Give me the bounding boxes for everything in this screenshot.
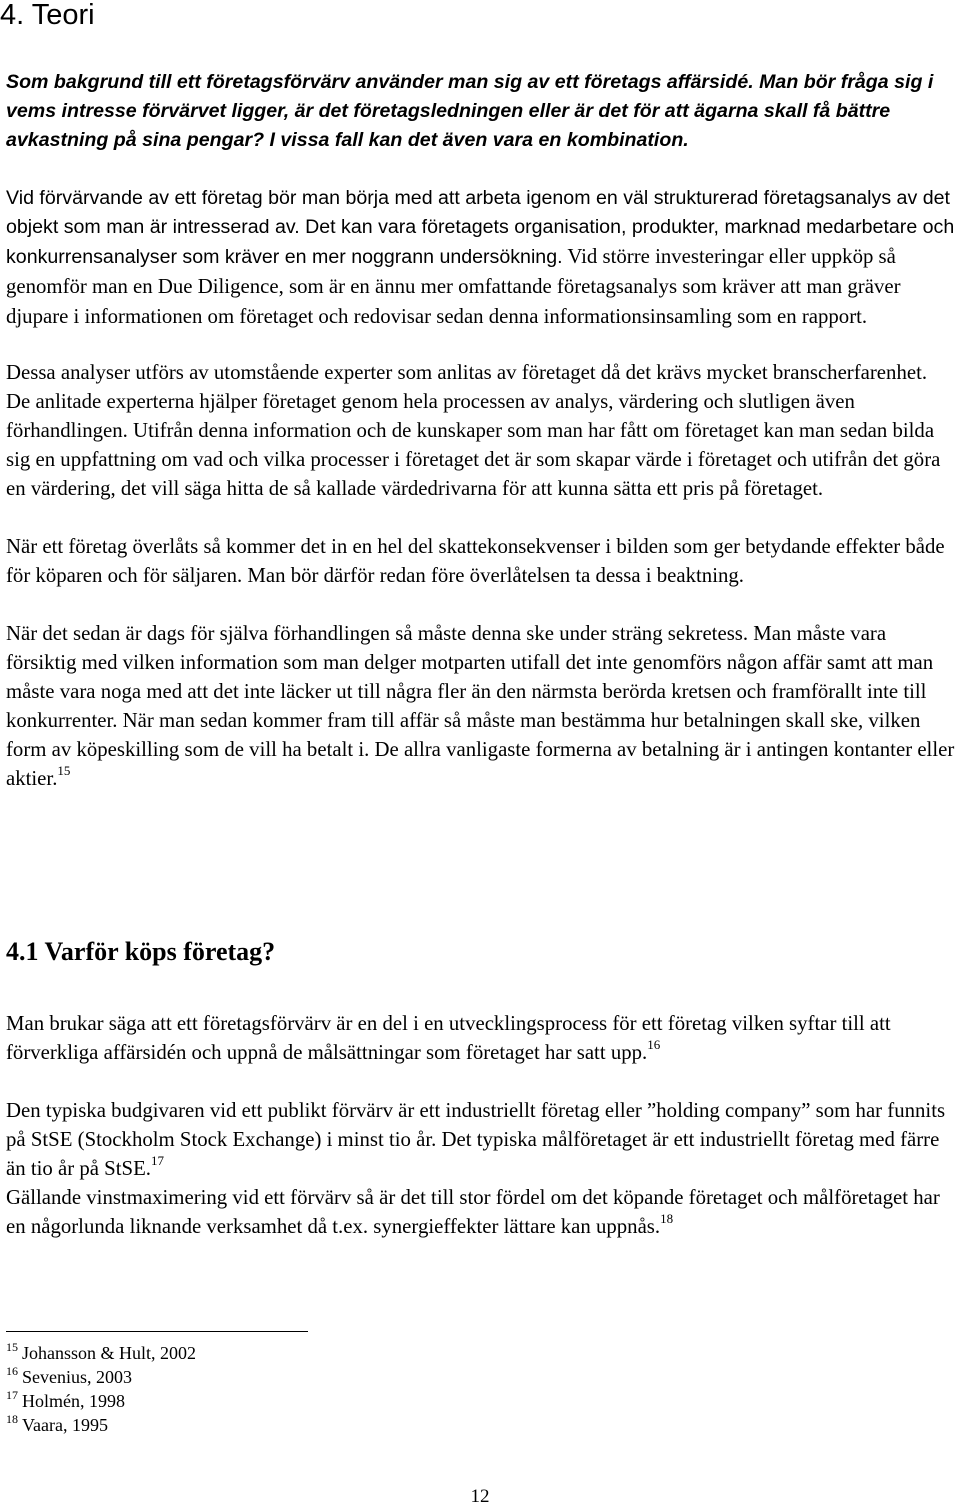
footnote-ref-16: 16 <box>647 1037 661 1052</box>
intro-paragraph: Som bakgrund till ett företagsförvärv använder man sig av ett företags affärsidé. Man bör fråga sig i vems intresse förvärvet ligger, är det företagsledningen eller är det för att ägarna skall få bättre avkastning på sina pengar? I vissa fall kan det även vara en kombination. <box>6 71 934 151</box>
body-paragraph-1-sans: Vid förvärvande av ett företag bör man börja med att arbeta igenom en väl strukturerad företagsanalys av det objekt som man är intresserad av. Det kan vara företagets organisation, produkter, marknad medarbetare och konkurrensanalyser som kräver en mer noggrann undersökning. <box>6 187 955 268</box>
footnote-item <box>6 1413 196 1437</box>
footnote-number: 16 <box>6 1364 18 1378</box>
body-paragraph-5 <box>6 1009 956 1067</box>
footnote-text: Johansson & Hult, 2002 <box>22 1343 197 1363</box>
footnote-divider <box>6 1331 308 1332</box>
body-paragraph-4-text: När det sedan är dags för själva förhandlingen så måste denna ske under sträng sekretess. Man måste vara försiktig med vilken information som man delger motparten utifall det inte genomförs någon affär samt att man måste vara noga med att det inte läcker ut till några fler än den närmsta berörda kretsen och framförallt inte till konkurrenter. När man sedan kommer fram till affär så måste man bestämma hur betalningen skall ske, vilken form av köpeskilling som de vill ha betalt i. De allra vanligaste formerna av betalning är i antingen kontanter eller aktier. <box>6 622 955 790</box>
footnote-item <box>6 1365 196 1389</box>
footnote-ref-17: 17 <box>150 1153 164 1168</box>
body-paragraph-4 <box>6 619 956 793</box>
footnote-ref-15: 15 <box>57 763 71 778</box>
footnote-number: 17 <box>6 1388 18 1402</box>
footnote-item <box>6 1341 196 1365</box>
body-paragraph-7 <box>6 1183 956 1241</box>
body-paragraph-1-serif: Vid större investeringar eller uppköp så genomför man en Due Diligence, som är en ännu mer omfattande företagsanalys som kräver att man gräver djupare i informationen om företaget och redovisar sedan denna informationsinsamling som en rapport. <box>6 245 901 328</box>
footnote-list <box>6 1341 196 1437</box>
body-paragraph-3: När ett företag överlåts så kommer det in en hel del skattekonsekvenser i bilden som ger betydande effekter både för köparen och för säljaren. Man bör därför redan före överlåtelsen ta dessa i beaktning. <box>6 535 945 587</box>
body-paragraph-5-text: Man brukar säga att ett företagsförvärv är en del i en utvecklingsprocess för ett företag vilken syftar till att förverkliga affärsidén och uppnå de målsättningar som företaget har satt upp. <box>6 1012 891 1064</box>
body-paragraph-1 <box>6 184 956 332</box>
section-heading: 4. Teori <box>0 0 95 31</box>
footnote-text: Vaara, 1995 <box>22 1415 108 1435</box>
subsection-heading: 4.1 Varför köps företag? <box>6 937 276 966</box>
body-paragraph-6-text: Den typiska budgivaren vid ett publikt förvärv är ett industriellt företag eller ”holding company” som har funnits på StSE (Stockholm Stock Exchange) i minst tio år. Det typiska målföretaget är ett industriellt företag med färre än tio år på StSE. <box>6 1099 946 1180</box>
body-paragraph-2: Dessa analyser utförs av utomstående experter som anlitas av företaget då det krävs mycket branscherfarenhet. De anlitade experterna hjälper företaget genom hela processen av analys, värdering och slutligen även förhandlingen. Utifrån denna information och de kunskaper som man har fått om företaget kan man sedan bilda sig en uppfattning om vad och vilka processer i företaget det är som skapar värde i företaget och utifrån det göra en värdering, det vill säga hitta de så kallade värdedrivarna för att kunna sätta ett pris på företaget. <box>6 361 941 500</box>
body-paragraph-7-text: Gällande vinstmaximering vid ett förvärv så är det till stor fördel om det köpande företaget och målföretaget har en någorlunda liknande verksamhet då t.ex. synergieffekter lättare kan uppnås. <box>6 1186 940 1238</box>
page-number: 12 <box>470 1486 490 1507</box>
footnote-ref-18: 18 <box>660 1211 674 1226</box>
footnote-text: Holmén, 1998 <box>22 1391 125 1411</box>
footnote-number: 18 <box>6 1412 18 1426</box>
footnote-text: Sevenius, 2003 <box>22 1367 132 1387</box>
footnote-number: 15 <box>6 1340 18 1354</box>
footnote-item <box>6 1389 196 1413</box>
body-paragraph-6 <box>6 1096 956 1183</box>
